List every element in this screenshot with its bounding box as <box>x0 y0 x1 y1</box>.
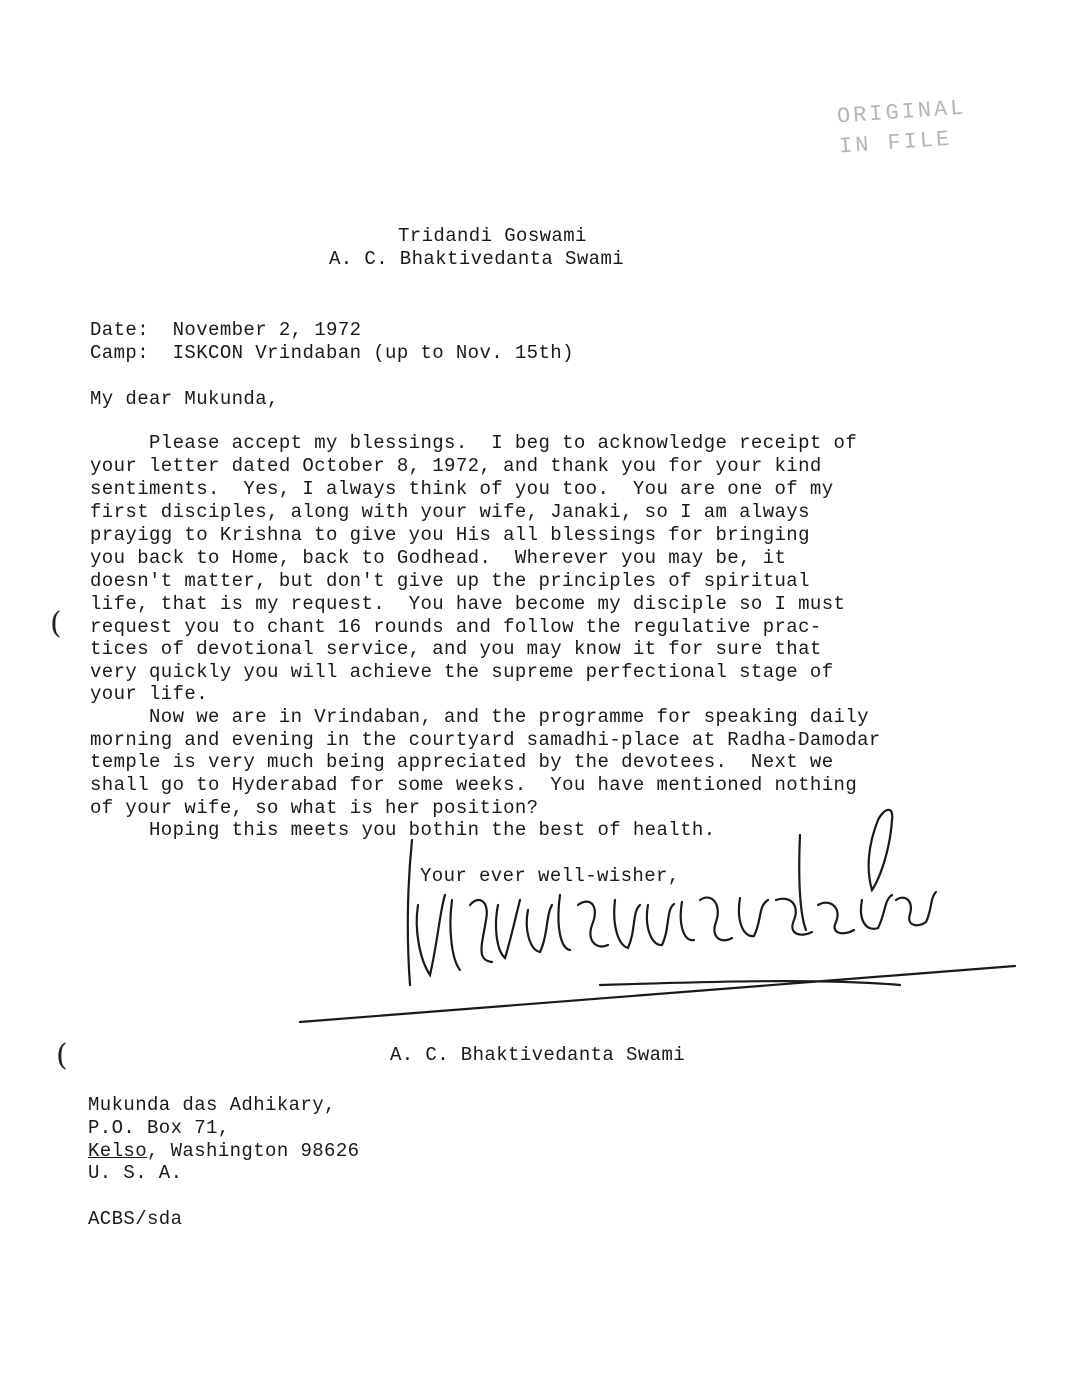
address-country: U. S. A. <box>88 1162 183 1184</box>
salutation: My dear Mukunda, <box>90 388 279 410</box>
margin-bracket: ( <box>56 1038 68 1073</box>
body-line: morning and evening in the courtyard samadhi-place at Radha-Damodar <box>90 729 881 751</box>
address-city: Kelso <box>88 1140 148 1162</box>
reference-initials: ACBS/sda <box>88 1208 183 1230</box>
body-line: Please accept my blessings. I beg to acknowledge receipt of <box>90 432 858 454</box>
body-line: prayigg to Krishna to give you His all blessings for bringing <box>90 524 810 546</box>
signature-name: A. C. Bhaktivedanta Swami <box>390 1044 686 1066</box>
body-line: of your wife, so what is her position? <box>90 797 539 819</box>
body-line: first disciples, along with your wife, Janaki, so I am always <box>90 501 810 523</box>
camp-value: ISKCON Vrindaban (up to Nov. 15th) <box>172 342 574 364</box>
original-stamp <box>836 94 969 163</box>
body-line: your life. <box>90 683 209 705</box>
body-line: tices of devotional service, and you may know it for sure that <box>90 638 822 660</box>
camp-label: Camp: <box>90 342 150 364</box>
camp-row <box>90 342 574 365</box>
stamp-line-2: IN FILE <box>838 126 954 160</box>
body-line: life, that is my request. You have become my disciple so I must <box>90 593 846 615</box>
body-line: your letter dated October 8, 1972, and thank you for your kind <box>90 455 822 477</box>
letterhead-name: A. C. Bhaktivedanta Swami <box>329 248 625 270</box>
closing: Your ever well-wisher, <box>420 865 680 887</box>
body-line: temple is very much being appreciated by the devotees. Next we <box>90 751 834 773</box>
date-row <box>90 319 361 342</box>
stamp-line-1: ORIGINAL <box>836 95 968 130</box>
date-label: Date: <box>90 319 150 341</box>
body-line: doesn't matter, but don't give up the principles of spiritual <box>90 570 810 592</box>
body-line: you back to Home, back to Godhead. Wherever you may be, it <box>90 547 787 569</box>
margin-bracket: ( <box>50 606 62 641</box>
date-value: November 2, 1972 <box>172 319 362 341</box>
body-line: Hoping this meets you bothin the best of health. <box>90 819 716 841</box>
address-city-state <box>88 1140 359 1163</box>
body-line: very quickly you will achieve the supreme perfectional stage of <box>90 661 834 683</box>
body-line: request you to chant 16 rounds and follow the regulative prac- <box>90 616 822 638</box>
address-name: Mukunda das Adhikary, <box>88 1094 336 1116</box>
address-pobox: P.O. Box 71, <box>88 1117 230 1139</box>
letterhead-title: Tridandi Goswami <box>398 225 587 247</box>
address-state-zip: , Washington 98626 <box>147 1140 360 1162</box>
body-line: shall go to Hyderabad for some weeks. You have mentioned nothing <box>90 774 858 796</box>
body-line: sentiments. Yes, I always think of you too. You are one of my <box>90 478 834 500</box>
body-line: Now we are in Vrindaban, and the programme for speaking daily <box>90 706 869 728</box>
